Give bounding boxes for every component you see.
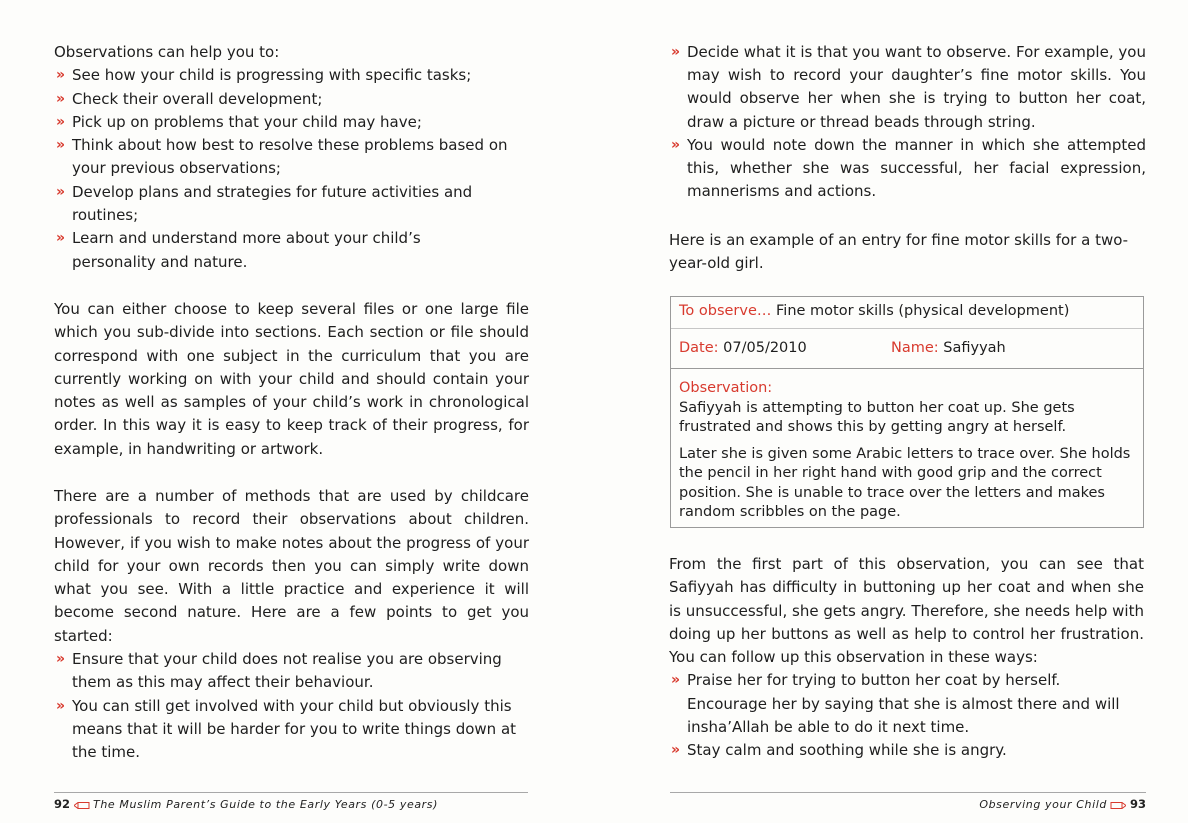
followup-list <box>669 669 1144 762</box>
page-number: 93 <box>1129 797 1146 811</box>
observations-intro <box>54 41 529 274</box>
date-value: 07/05/2010 <box>723 340 807 356</box>
date-name-row <box>671 329 1143 369</box>
list-item <box>54 695 529 765</box>
list-item <box>54 134 529 181</box>
name-field <box>891 340 1006 356</box>
files-paragraph: You can either choose to keep several files or one large file which you sub-divide into sections. Each section or file should correspond with one subject in the curriculum that you are currently working on with your child and should contain your notes as well as samples of your child’s work in chronological order. In this way it is easy to keep track of their progress, for example, in handwriting or artwork. <box>54 300 529 458</box>
list-item-text: Pick up on problems that your child may have; <box>72 112 422 131</box>
footer-rule-left <box>54 792 528 793</box>
list-item <box>54 181 529 228</box>
list-item-text: See how your child is progressing with specific tasks; <box>72 66 472 85</box>
list-item-text: Develop plans and strategies for future activities and routines; <box>72 182 473 225</box>
double-chevron-icon: » <box>56 137 66 154</box>
tips-list <box>54 648 529 764</box>
list-item-text: Decide what it is that you want to observe. For example, you may wish to record your daughter’s fine motor skills. You would observe her when she is trying to button her coat, draw a picture or thread beads through string. <box>687 43 1146 131</box>
name-label: Name: <box>891 340 939 356</box>
observe-row <box>671 297 1143 329</box>
list-item-text: Learn and understand more about your child’s personality and nature. <box>72 229 421 271</box>
list-item <box>54 648 529 695</box>
footer-left <box>54 797 438 812</box>
list-item-text: Check their overall development; <box>72 89 323 108</box>
observe-steps-list <box>669 41 1146 203</box>
list-item-text: Praise her for trying to button her coat by herself. Encourage her by saying that she is almost there and will insha’Allah be able to do it next time. <box>687 671 1120 737</box>
list-item-text: You can still get involved with your child but obviously this means that it will be harder for you to write things down at the time. <box>72 696 517 762</box>
page-number: 92 <box>54 797 71 811</box>
methods-section <box>54 485 529 765</box>
methods-paragraph: There are a number of methods that are used by childcare professionals to record their observations about children. However, if you wish to make notes about the progress of your child for your own records then you can simply write down what you see. With a little practice and experience it will become second nature. Here are a few points to get you started: <box>54 487 529 645</box>
double-chevron-icon: » <box>56 90 66 107</box>
double-chevron-icon: » <box>56 67 66 84</box>
observe-value: Fine motor skills (physical development) <box>776 303 1070 319</box>
double-chevron-icon: » <box>671 742 681 759</box>
list-item <box>54 88 529 111</box>
example-intro: Here is an example of an entry for fine motor skills for a two-year-old girl. <box>669 231 1129 273</box>
observation-text-1: Safiyyah is attempting to button her coat up. She gets frustrated and shows this by getting angry at herself. <box>679 399 1075 435</box>
followup-paragraph: From the first part of this observation, you can see that Safiyyah has difficulty in buttoning up her coat and when she is unsuccessful, she gets angry. Therefore, she needs help with doing up her buttons as well as help to control her frustration. You can follow up this observation in these ways: <box>669 555 1144 667</box>
list-item <box>669 134 1146 204</box>
date-label: Date: <box>679 340 719 356</box>
pencil-icon <box>74 799 90 812</box>
double-chevron-icon: » <box>671 672 681 689</box>
list-item <box>54 64 529 87</box>
double-chevron-icon: » <box>56 651 66 668</box>
footer-rule-right <box>670 792 1146 793</box>
observe-label: To observe… <box>679 303 772 319</box>
list-item <box>669 41 1146 134</box>
list-item <box>54 111 529 134</box>
double-chevron-icon: » <box>56 183 66 200</box>
name-value: Safiyyah <box>943 340 1006 356</box>
double-chevron-icon: » <box>56 697 66 714</box>
footer-book-title: The Muslim Parent’s Guide to the Early Years (0-5 years) <box>93 798 439 811</box>
intro-text: Observations can help you to: <box>54 43 280 61</box>
double-chevron-icon: » <box>671 44 681 60</box>
list-item <box>669 739 1144 762</box>
observation-label: Observation: <box>679 380 773 396</box>
list-item-text: You would note down the manner in which she attempted this, whether she was successful, her facial expression, mannerisms and actions. <box>687 135 1146 201</box>
observation-entry-box <box>670 296 1144 528</box>
double-chevron-icon: » <box>56 230 66 247</box>
list-item-text: Ensure that your child does not realise you are observing them as this may affect their behaviour. <box>72 650 502 692</box>
observation-text-2: Later she is given some Arabic letters to trace over. She holds the pencil in her right hand with good grip and the correct position. She is unable to trace over the letters and makes random scribbles on the page. <box>679 445 1131 520</box>
footer-right <box>979 797 1146 812</box>
pencil-icon <box>1110 799 1126 812</box>
list-item-text: Stay calm and soothing while she is angry. <box>687 741 1007 760</box>
double-chevron-icon: » <box>671 136 681 153</box>
observation-section <box>671 369 1143 523</box>
double-chevron-icon: » <box>56 113 66 130</box>
followup-section <box>669 553 1144 763</box>
list-item <box>54 227 529 274</box>
footer-chapter-title: Observing your Child <box>979 798 1107 811</box>
list-item-text: Think about how best to resolve these problems based on your previous observations; <box>72 136 508 178</box>
list-item <box>669 669 1144 739</box>
observations-list <box>54 64 529 274</box>
